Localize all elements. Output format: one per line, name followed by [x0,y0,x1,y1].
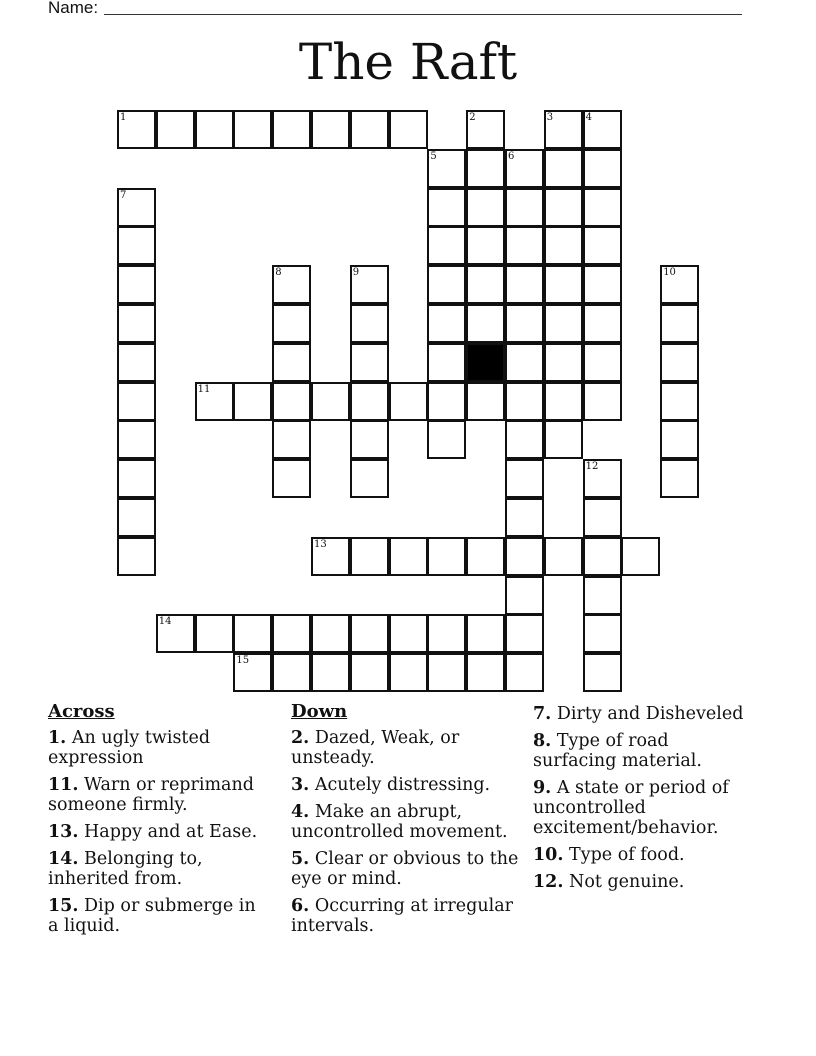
grid-cell[interactable] [583,653,622,692]
grid-cell[interactable] [350,459,389,498]
grid-cell[interactable] [427,226,466,265]
grid-cell[interactable] [427,265,466,304]
grid-cell[interactable] [117,537,156,576]
cell-number: 2 [469,112,476,123]
down-heading: Down [291,701,348,722]
clue-text: Acutely distressing. [309,775,491,795]
grid-cell[interactable] [389,653,428,692]
grid-cell[interactable] [505,188,544,227]
grid-cell[interactable] [466,110,505,149]
clue-text: Make an abrupt, uncontrolled movement. [291,802,508,842]
grid-cell[interactable] [272,304,311,343]
grid-cell[interactable] [389,614,428,653]
grid-cell[interactable] [350,265,389,304]
clue-number: 7. [533,704,552,724]
grid-cell[interactable] [272,382,311,421]
grid-cell[interactable] [272,265,311,304]
grid-cell[interactable] [427,614,466,653]
grid-cell[interactable] [350,382,389,421]
clue-number: 1. [48,728,67,748]
cell-number: 15 [236,655,250,667]
across-clue-list [48,728,270,936]
cell-number: 13 [314,538,327,550]
grid-cell[interactable] [583,188,622,227]
grid-cell[interactable] [427,653,466,692]
grid-cell[interactable] [544,149,583,188]
grid-cell[interactable] [583,304,622,343]
grid-cell[interactable] [583,382,622,421]
grid-cell[interactable] [117,382,156,421]
grid-cell[interactable] [272,614,311,653]
grid-cell[interactable] [427,343,466,382]
grid-cell[interactable] [350,110,389,149]
clue [533,778,748,838]
clue-text: Occurring at irregular intervals. [291,896,514,936]
clue-text: Dirty and Disheveled [551,704,744,724]
grid-cell[interactable] [505,343,544,382]
grid-cell[interactable] [427,149,466,188]
grid-cell[interactable] [544,420,583,459]
grid-cell[interactable] [583,614,622,653]
grid-cell[interactable] [466,188,505,227]
grid-cell[interactable] [505,265,544,304]
grid-cell[interactable] [117,459,156,498]
grid-cell[interactable] [117,304,156,343]
clue [48,822,270,842]
grid-cell[interactable] [466,653,505,692]
grid-cell[interactable] [544,265,583,304]
clue-number: 12. [533,872,564,892]
cell-number: 4 [585,112,592,123]
grid-cell[interactable] [117,110,156,149]
cell-number: 5 [430,150,437,162]
clue-number: 14. [48,849,79,869]
clue-number: 8. [533,731,552,751]
grid-cell[interactable] [350,537,389,576]
grid-cell[interactable] [660,304,699,343]
grid-cell[interactable] [272,343,311,382]
grid-cell[interactable] [350,614,389,653]
clue [291,728,527,768]
grid-cell[interactable] [505,537,544,576]
grid-cell[interactable] [466,304,505,343]
grid-cell[interactable] [544,226,583,265]
clue-number: 11. [48,775,79,795]
clue-text: Type of road surfacing material. [533,731,702,771]
cell-number: 1 [120,112,127,123]
clue-text: Clear or obvious to the eye or mind. [291,849,519,889]
clue-text: Dazed, Weak, or unsteady. [291,728,460,768]
down-clues-column-1 [291,702,527,943]
grid-cell[interactable] [505,459,544,498]
clue [48,849,270,889]
grid-cell[interactable] [660,459,699,498]
clue-number: 9. [533,778,552,798]
puzzle-title: The Raft [298,33,518,91]
grid-cell[interactable] [583,226,622,265]
grid-black-cell [466,343,505,382]
down-clue-list [291,728,527,936]
grid-cell[interactable] [544,537,583,576]
cell-number: 3 [546,112,554,123]
clue [291,802,527,842]
down-clues-column-2 [533,704,748,899]
cell-number: 9 [352,267,360,279]
clue-text: An ugly twisted expression [48,728,211,768]
grid-cell[interactable] [660,382,699,421]
grid-cell[interactable] [233,614,272,653]
grid-cell[interactable] [466,265,505,304]
clue-text: Type of food. [563,845,685,865]
grid-cell[interactable] [583,343,622,382]
grid-cell[interactable] [544,343,583,382]
clue-text: Dip or submerge in a liquid. [48,896,256,936]
cell-number: 7 [120,189,127,201]
cell-number: 12 [585,461,599,473]
grid-cell[interactable] [583,576,622,615]
clue-number: 15. [48,896,79,916]
grid-cell[interactable] [311,653,350,692]
cell-number: 11 [197,383,211,395]
grid-cell[interactable] [117,420,156,459]
grid-cell[interactable] [466,537,505,576]
grid-cell[interactable] [583,110,622,149]
clue-number: 10. [533,845,564,865]
grid-cell[interactable] [505,653,544,692]
clue-number: 2. [291,728,310,748]
grid-cell[interactable] [427,420,466,459]
grid-cell[interactable] [272,459,311,498]
grid-cell[interactable] [389,537,428,576]
across-clues [48,702,270,943]
cell-number: 8 [275,267,282,279]
grid-cell[interactable] [272,420,311,459]
clue [48,775,270,815]
grid-cell[interactable] [233,110,272,149]
grid-cell[interactable] [583,537,622,576]
across-heading: Across [48,701,115,722]
clue-number: 6. [291,896,310,916]
clue-text: Belonging to, inherited from. [48,849,203,889]
grid-cell[interactable] [427,382,466,421]
grid-cell[interactable] [233,382,272,421]
grid-cell[interactable] [544,188,583,227]
grid-cell[interactable] [660,343,699,382]
grid-cell[interactable] [544,304,583,343]
clue-text: Not genuine. [563,872,685,892]
grid-cell[interactable] [505,304,544,343]
grid-cell[interactable] [350,420,389,459]
grid-cell[interactable] [311,382,350,421]
grid-cell[interactable] [466,226,505,265]
clue [533,845,748,865]
grid-cell[interactable] [583,459,622,498]
clue [533,872,748,892]
grid-cell[interactable] [505,149,544,188]
grid-cell[interactable] [505,498,544,537]
grid-cell[interactable] [233,653,272,692]
grid-cell[interactable] [544,382,583,421]
grid-cell[interactable] [117,265,156,304]
grid-cell[interactable] [583,265,622,304]
clue-number: 3. [291,775,310,795]
grid-cell[interactable] [311,614,350,653]
grid-cell[interactable] [583,498,622,537]
grid-cell[interactable] [583,149,622,188]
grid-cell[interactable] [117,226,156,265]
cell-number: 14 [158,616,172,628]
grid-cell[interactable] [544,110,583,149]
clue [291,896,527,936]
clue-text: Happy and at Ease. [78,822,258,842]
name-label: Name: [48,0,99,17]
grid-cell[interactable] [350,304,389,343]
clue-number: 5. [291,849,310,869]
grid-cell[interactable] [660,265,699,304]
clue [291,775,527,795]
grid-cell[interactable] [195,382,234,421]
cell-number: 10 [663,267,676,279]
grid-cell[interactable] [389,110,428,149]
clue [533,731,748,771]
clue-number: 4. [291,802,310,822]
grid-cell[interactable] [195,110,234,149]
grid-cell[interactable] [505,382,544,421]
grid-cell[interactable] [272,110,311,149]
grid-cell[interactable] [195,614,234,653]
grid-cell[interactable] [466,149,505,188]
grid-cell[interactable] [621,537,660,576]
grid-cell[interactable] [466,614,505,653]
grid-cell[interactable] [505,576,544,615]
grid-cell[interactable] [117,343,156,382]
grid-cell[interactable] [311,537,350,576]
grid-cell[interactable] [350,653,389,692]
down-clue-list-continued [533,704,748,892]
grid-cell[interactable] [660,420,699,459]
grid-cell[interactable] [427,304,466,343]
grid-cell[interactable] [505,420,544,459]
clue [533,704,748,724]
clue-number: 13. [48,822,79,842]
grid-cell[interactable] [466,382,505,421]
grid-cell[interactable] [389,382,428,421]
grid-cell[interactable] [311,110,350,149]
clue-text: A state or period of uncontrolled excitement/behavior. [533,778,729,838]
grid-cell[interactable] [156,614,195,653]
grid-cell[interactable] [156,110,195,149]
grid-cell[interactable] [505,226,544,265]
clue-text: Warn or reprimand someone firmly. [48,775,254,815]
grid-cell[interactable] [427,537,466,576]
clue [48,728,270,768]
grid-cell[interactable] [350,343,389,382]
cell-number: 6 [508,150,515,162]
grid-cell[interactable] [117,188,156,227]
grid-cell[interactable] [117,498,156,537]
clue [291,849,527,889]
grid-cell[interactable] [272,653,311,692]
grid-cell[interactable] [505,614,544,653]
clue [48,896,270,936]
grid-cell[interactable] [427,188,466,227]
